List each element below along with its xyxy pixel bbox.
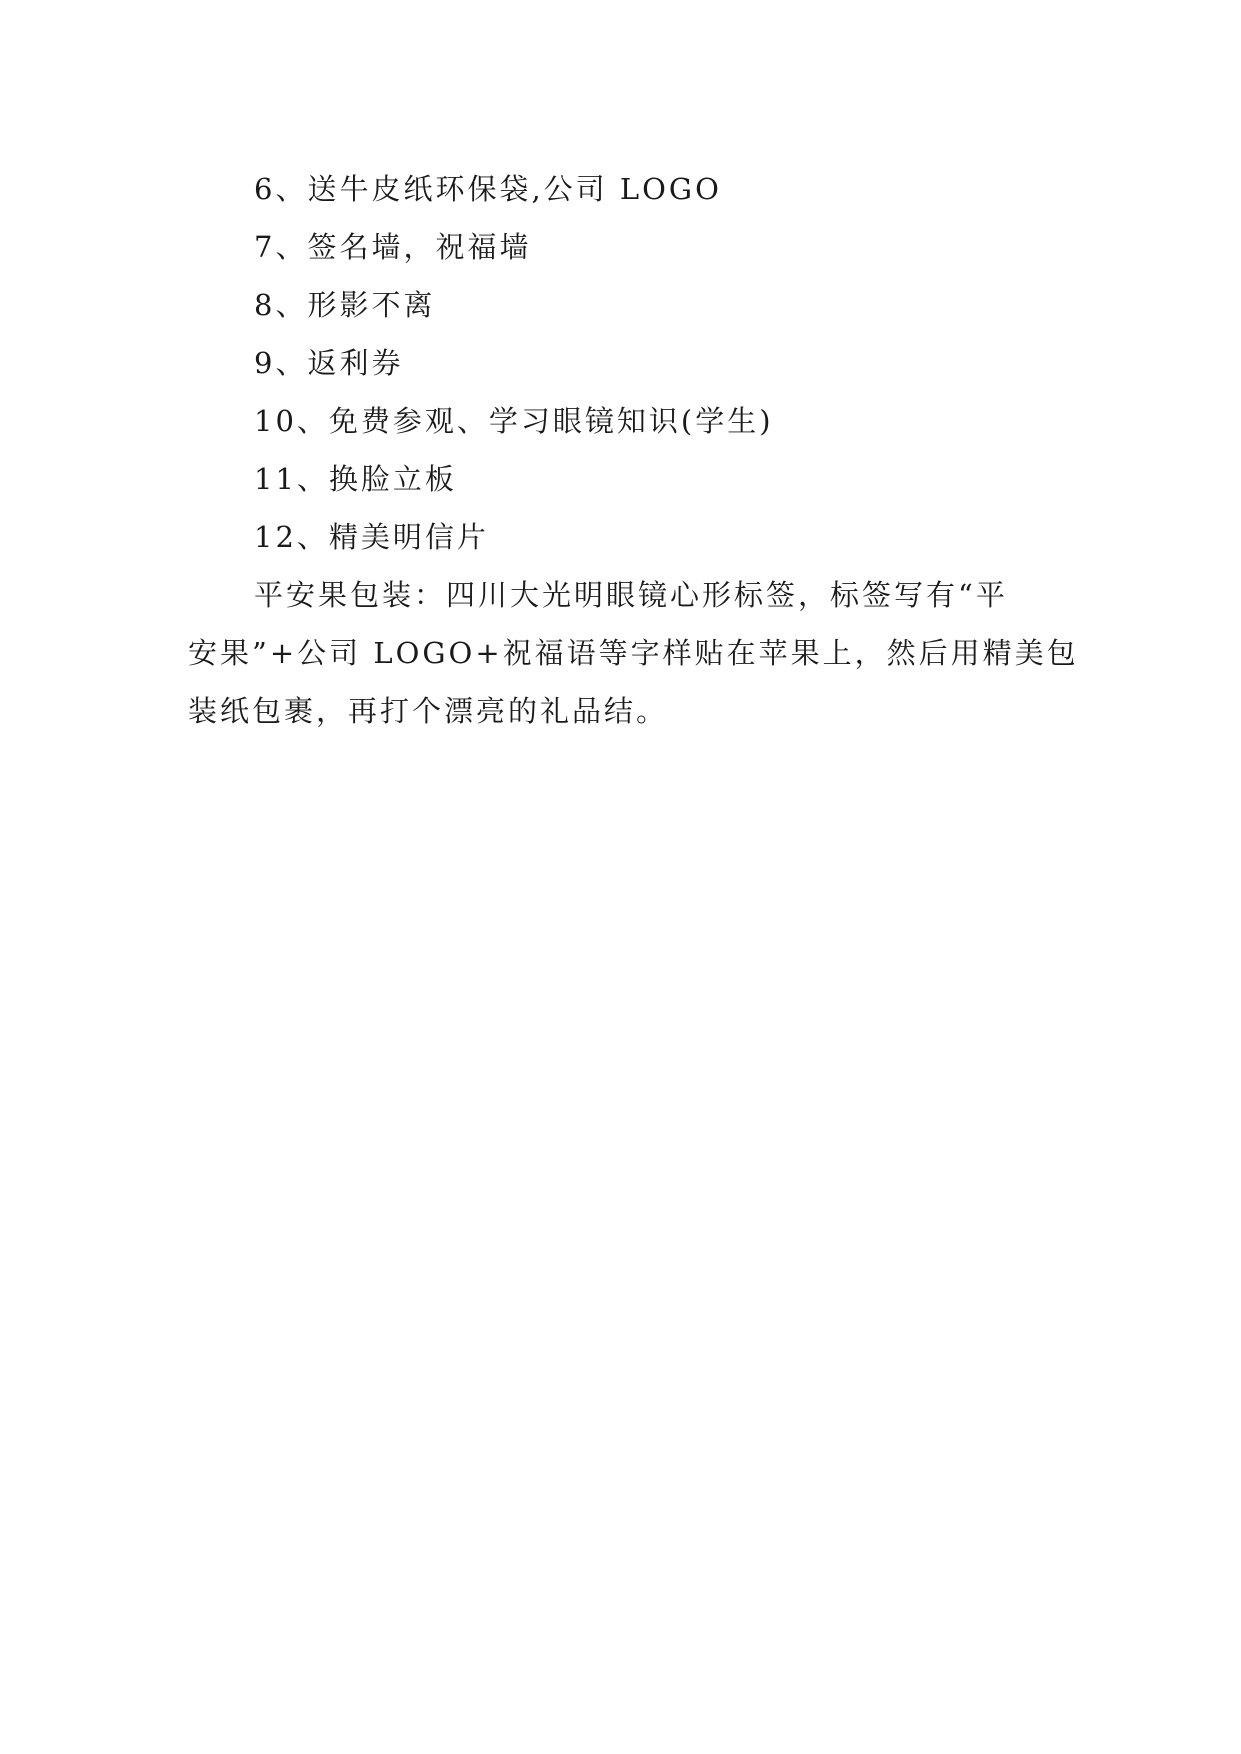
list-item: 10、免费参观、学习眼镜知识(学生) — [254, 404, 774, 438]
list-item: 12、精美明信片 — [254, 520, 489, 554]
list-item: 7、签名墙，祝福墙 — [254, 230, 532, 264]
activity-list — [254, 160, 774, 566]
paragraph-line: 安果”+公司 LOGO+祝福语等字样贴在苹果上，然后用精美包 — [188, 636, 1079, 670]
list-item: 11、换脸立板 — [254, 462, 457, 496]
paragraph-line: 平安果包装：四川大光明眼镜心形标签，标签写有“平 — [254, 578, 1008, 612]
list-item: 9、返利券 — [254, 346, 404, 380]
paragraph-line: 装纸包裹，再打个漂亮的礼品结。 — [188, 694, 669, 728]
list-item: 6、送牛皮纸环保袋,公司 LOGO — [254, 172, 722, 206]
packaging-paragraph — [188, 566, 1079, 740]
list-item: 8、形影不离 — [254, 288, 436, 322]
